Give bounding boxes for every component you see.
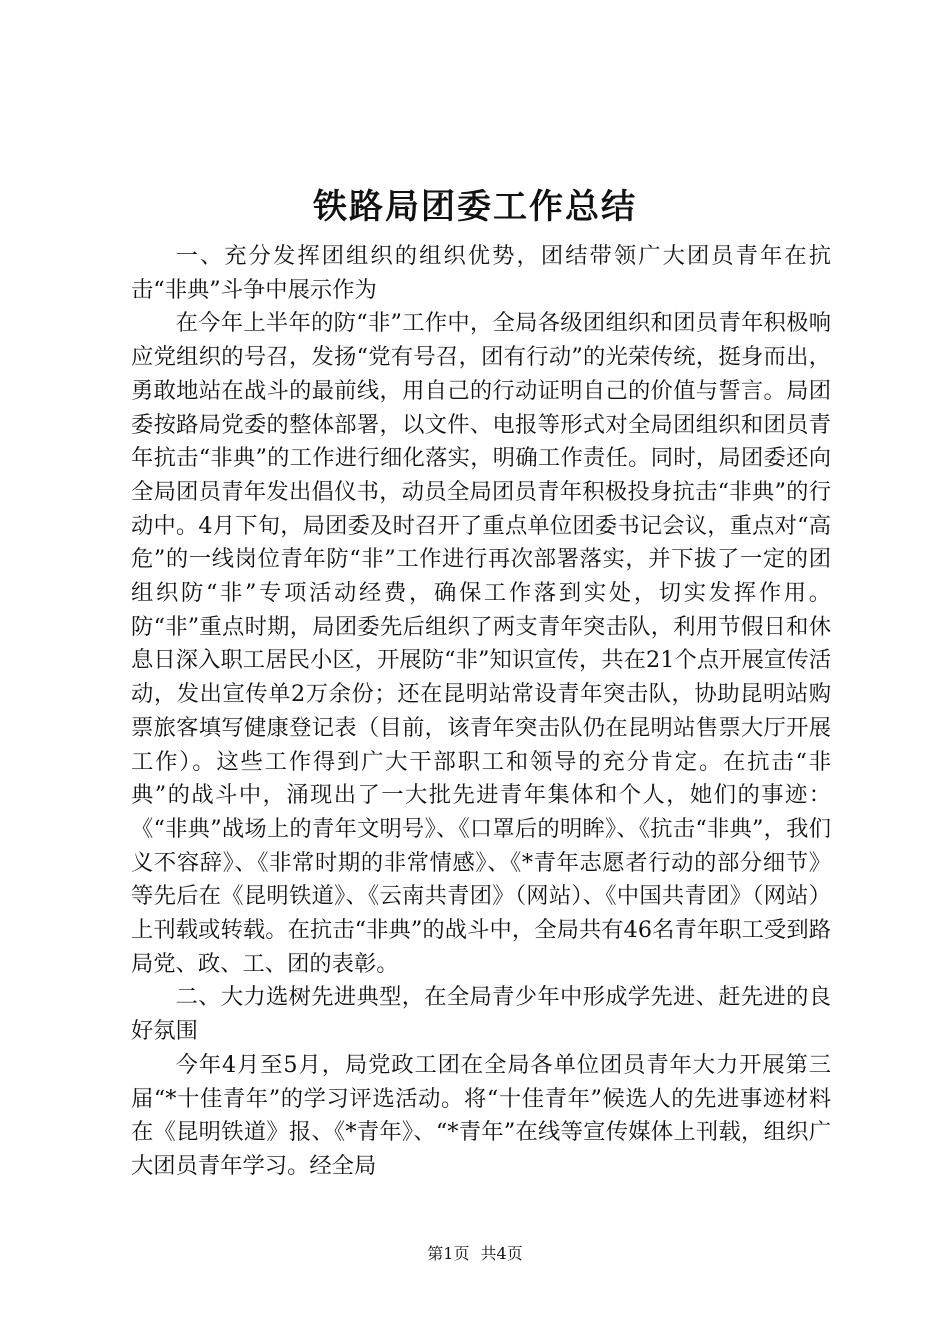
body-paragraph-2: 今年4月至5月，局党政工团在全局各单位团员青年大力开展第三届“*十佳青年”的学习评选活动。将“十佳青年”候选人的先进事迹材料在《昆明铁道》报、《*青年》、“*青年”在线等宣传媒体上刊载，组织广大团员青年学习。经全局: [131, 1051, 831, 1179]
page-footer: [0, 1242, 950, 1266]
document-title: 铁路局团委工作总结: [313, 187, 637, 227]
body-paragraph-1: 在今年上半年的防“非”工作中，全局各级团组织和团员青年积极响应党组织的号召，发扬“党有号召，团有行动”的光荣传统，挺身而出，勇敢地站在战斗的最前线，用自己的行动证明自己的价值与誓言。局团委按路局党委的整体部署，以文件、电报等形式对全局团组织和团员青年抗击“非典”的工作进行细化落实，明确工作责任。同时，局团委还向全局团员青年发出倡仪书，动员全局团员青年积极投身抗击“非典”的行动中。4月下旬，局团委及时召开了重点单位团委书记会议，重点对“高危”的一线岗位青年防“非”工作进行再次部署落实，并下拔了一定的团组织防“非”专项活动经费，确保工作落到实处，切实发挥作用。防“非”重点时期，局团委先后组织了两支青年突击队，利用节假日和休息日深入职工居民小区，开展防“非”知识宣传，共在21个点开展宣传活动，发出宣传单2万余份；还在昆明站常设青年突击队，协助昆明站购票旅客填写健康登记表（目前，该青年突击队仍在昆明站售票大厅开展工作）。这些工作得到广大干部职工和领导的充分肯定。在抗击“非典”的战斗中，涌现出了一大批先进青年集体和个人，她们的事迹：《“非典”战场上的青年文明号》、《口罩后的明眸》、《抗击“非典”，我们义不容辞》、《非常时期的非常情感》、《*青年志愿者行动的部分细节》等先后在《昆明铁道》、《云南共青团》（网站）、《中国共青团》（网站）上刊载或转载。在抗击“非典”的战斗中，全局共有46名青年职工受到路局党、政、工、团的表彰。: [131, 310, 831, 977]
page-number: 第1页: [427, 1244, 470, 1263]
section-heading-2: 二、大力选树先进典型，在全局青少年中形成学先进、赶先进的良好氛围: [131, 984, 831, 1045]
document-body: [131, 240, 831, 1184]
section-heading-1: 一、充分发挥团组织的组织优势，团结带领广大团员青年在抗击“非典”斗争中展示作为: [131, 243, 831, 303]
page-total: 共4页: [480, 1244, 523, 1263]
